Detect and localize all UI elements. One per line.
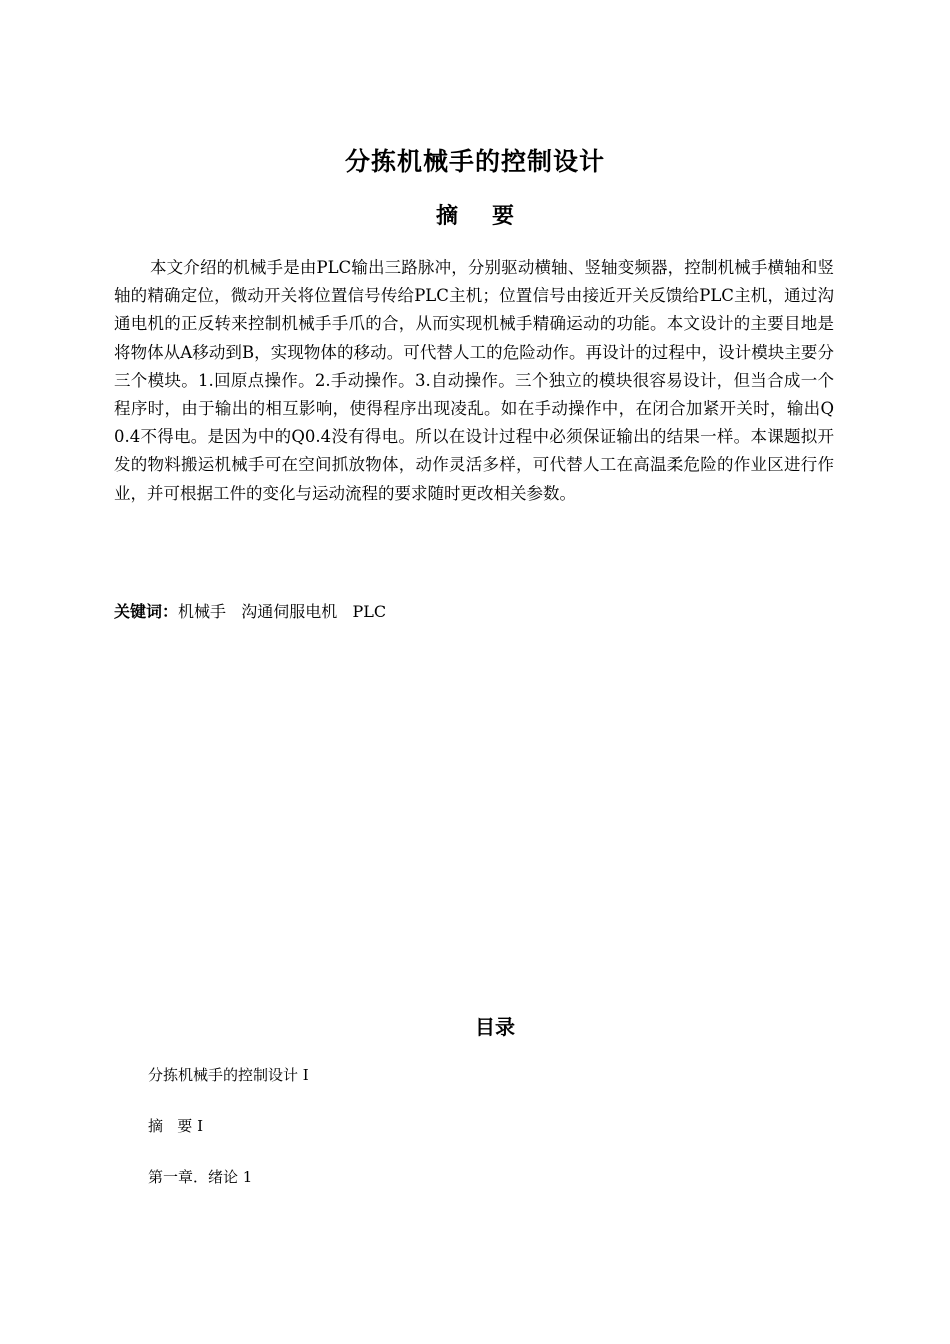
abstract-body: 本文介绍的机械手是由PLC输出三路脉冲，分别驱动横轴、竖轴变频器，控制机械手横轴和竖轴的精确定位，微动开关将位置信号传给PLC主机；位置信号由接近开关反馈给PLC主机，通过沟通电机的正反转来控制机械手手爪的合，从而实现机械手精确运动的功能。本文设计的主要目地是将物体从A移动到B，实现物体的移动。可代替人工的危险动作。再设计的过程中，设计模块主要分三个模块。1.回原点操作。2.手动操作。3.自动操作。三个独立的模块很容易设计，但当合成一个程序时，由于输出的相互影响，使得程序出现凌乱。如在手动操作中，在闭合加紧开关时，输出Q0.4不得电。是因为中的Q0.4没有得电。所以在设计过程中必须保证输出的结果一样。本课题拟开发的物料搬运机械手可在空间抓放物体，动作灵活多样，可代替人工在高温柔危险的作业区进行作业，并可根据工件的变化与运动流程的要求随时更改相关参数。 (114, 258, 834, 503)
toc-heading: 目录 (475, 1015, 515, 1039)
keywords-label: 关键词： (114, 602, 179, 621)
document-title: 分拣机械手的控制设计 (344, 147, 605, 176)
abstract-heading: 摘要 (435, 204, 548, 229)
keywords-value: 机械手 沟通伺服电机 PLC (178, 602, 387, 621)
toc-item[interactable]: 第一章．绪论 1 (148, 1168, 253, 1186)
table-of-contents (148, 1062, 309, 1215)
toc-item[interactable]: 摘 要 I (148, 1117, 203, 1135)
toc-item[interactable]: 分拣机械手的控制设计 I (148, 1066, 309, 1084)
keywords-line (114, 598, 834, 626)
